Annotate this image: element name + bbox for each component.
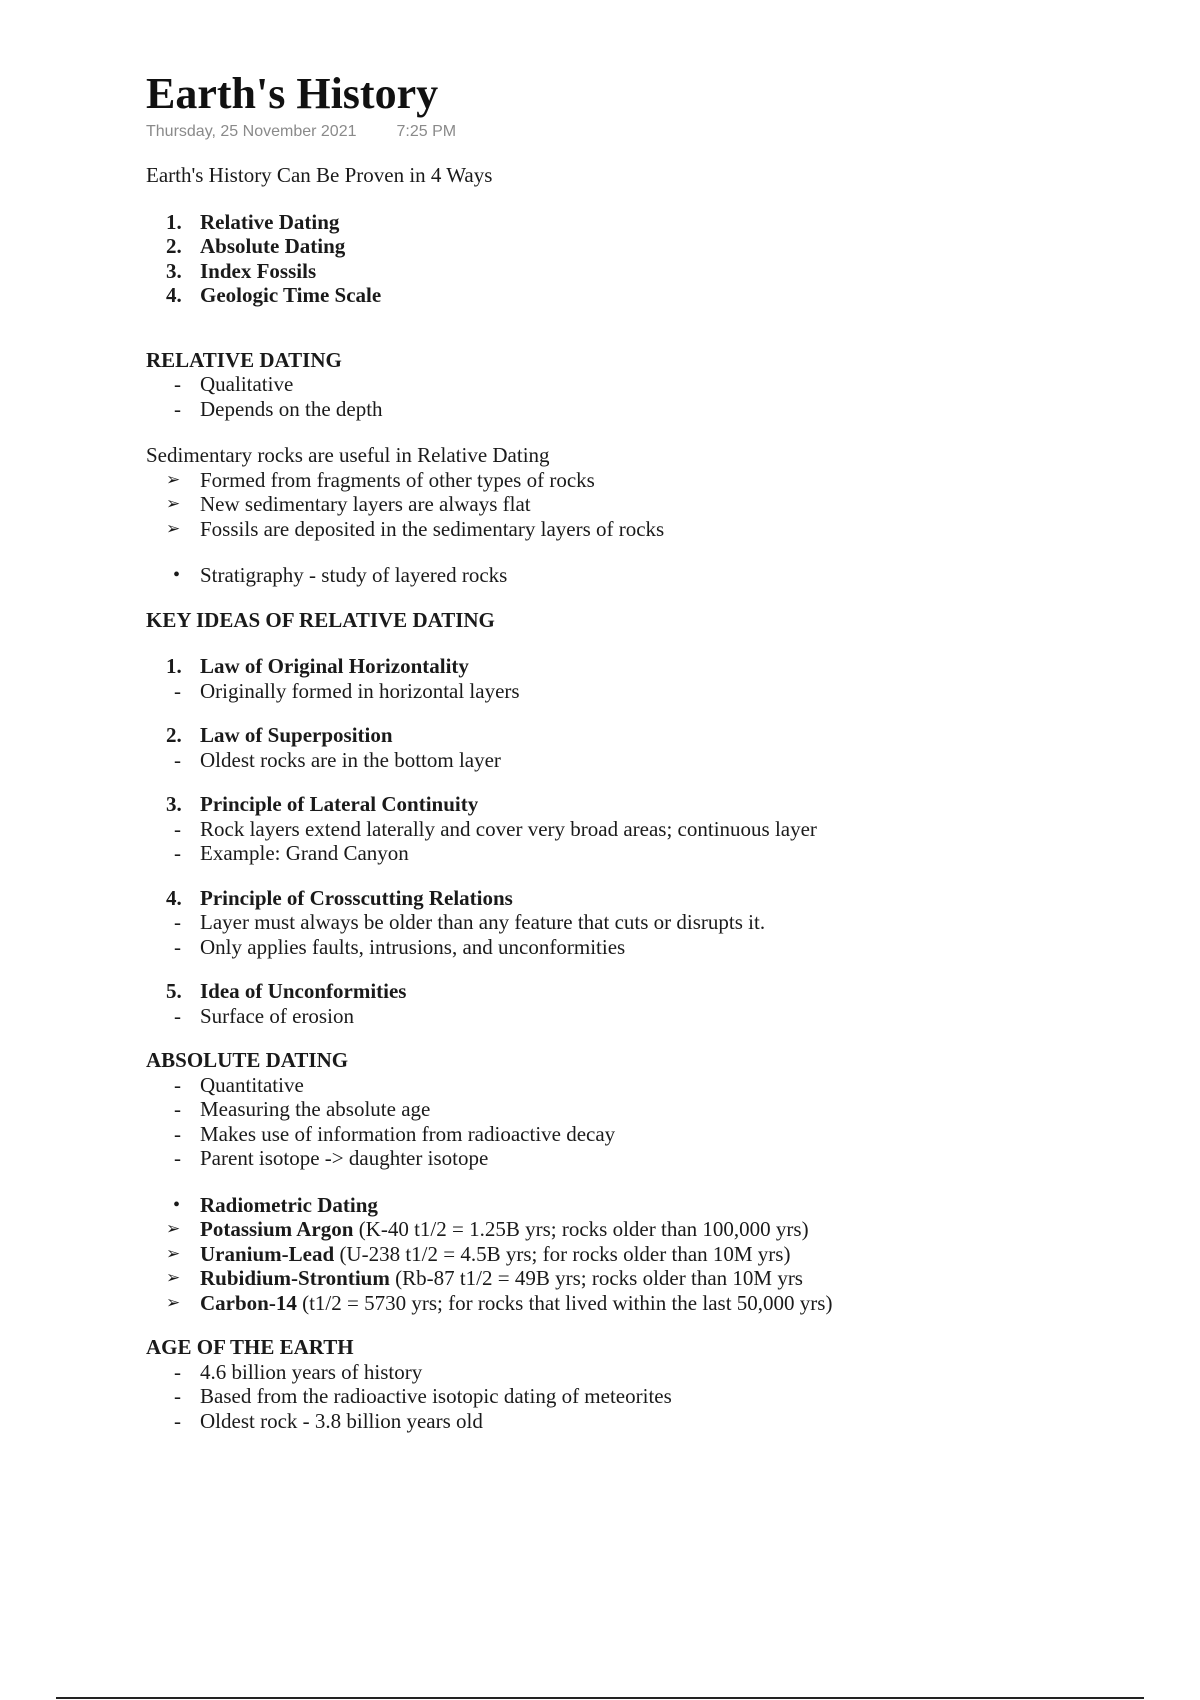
section-heading-relative-dating: RELATIVE DATING <box>146 347 342 372</box>
list-item: - Based from the radioactive isotopic dating of meteorites <box>174 1384 672 1408</box>
list-item: - Qualitative <box>174 372 294 396</box>
ways-list <box>146 210 1146 308</box>
note-date: Thursday, 25 November 2021 <box>146 123 357 140</box>
page-title: Earth's History <box>146 69 439 118</box>
note-timestamp <box>146 123 1146 143</box>
section-heading-key-ideas: KEY IDEAS OF RELATIVE DATING <box>146 607 495 632</box>
list-item: - Layer must always be older than any feature that cuts or disrupts it. <box>174 910 766 934</box>
list-item: - Originally formed in horizontal layers <box>174 678 520 703</box>
list-item: ➢ Formed from fragments of other types of rocks <box>166 467 595 492</box>
list-item: 4. Geologic Time Scale <box>166 283 382 307</box>
list-item: - Quantitative <box>174 1072 304 1097</box>
list-item: • Radiometric Dating <box>173 1192 378 1217</box>
list-item: - Only applies faults, intrusions, and unconformities <box>174 934 626 959</box>
list-item: ➢ New sedimentary layers are always flat <box>166 492 531 516</box>
page-bottom-divider <box>56 1697 1144 1699</box>
list-item: ➢ Potassium Argon (K-40 t1/2 = 1.25B yrs; rocks older than 100,000 yrs) <box>166 1217 809 1241</box>
list-item: 3. Index Fossils <box>166 258 317 283</box>
intro-text: Earth's History Can Be Proven in 4 Ways <box>146 163 493 187</box>
list-item: 2. Absolute Dating <box>166 234 346 258</box>
list-item: 4. Principle of Crosscutting Relations <box>166 885 513 910</box>
note-page <box>146 68 1146 1433</box>
list-item: - Example: Grand Canyon <box>174 841 409 865</box>
list-item: ➢ Fossils are deposited in the sedimentary layers of rocks <box>166 516 665 541</box>
list-item: ➢ Uranium-Lead (U-238 t1/2 = 4.5B yrs; for rocks older than 10M yrs) <box>166 1241 791 1266</box>
list-item: - Measuring the absolute age <box>174 1097 431 1121</box>
list-item: 3. Principle of Lateral Continuity <box>166 792 479 816</box>
list-item: - Parent isotope -> daughter isotope <box>174 1146 489 1170</box>
list-item: 1. Law of Original Horizontality <box>166 654 469 678</box>
list-item: • Stratigraphy - study of layered rocks <box>173 563 508 587</box>
note-time: 7:25 PM <box>396 123 457 140</box>
list-item: - Surface of erosion <box>174 1003 354 1028</box>
list-item: - Oldest rock - 3.8 billion years old <box>174 1408 483 1433</box>
section-heading-age-of-earth: AGE OF THE EARTH <box>146 1335 354 1359</box>
section-heading-absolute-dating: ABSOLUTE DATING <box>146 1048 349 1072</box>
list-item: - Makes use of information from radioactive decay <box>174 1121 616 1146</box>
list-item: - Rock layers extend laterally and cover very broad areas; continuous layer <box>174 816 817 841</box>
list-item: 5. Idea of Unconformities <box>166 979 407 1003</box>
list-item: ➢ Rubidium-Strontium (Rb-87 t1/2 = 49B yrs; rocks older than 10M yrs <box>166 1266 803 1290</box>
list-item: 2. Law of Superposition <box>166 723 393 747</box>
list-item: ➢ Carbon-14 (t1/2 = 5730 yrs; for rocks that lived within the last 50,000 yrs) <box>166 1290 833 1315</box>
list-item: 1. Relative Dating <box>166 209 340 234</box>
list-item: - Oldest rocks are in the bottom layer <box>174 747 501 772</box>
list-item: - 4.6 billion years of history <box>174 1359 423 1384</box>
sedimentary-intro: Sedimentary rocks are useful in Relative Dating <box>146 443 550 467</box>
list-item: - Depends on the depth <box>174 396 383 421</box>
